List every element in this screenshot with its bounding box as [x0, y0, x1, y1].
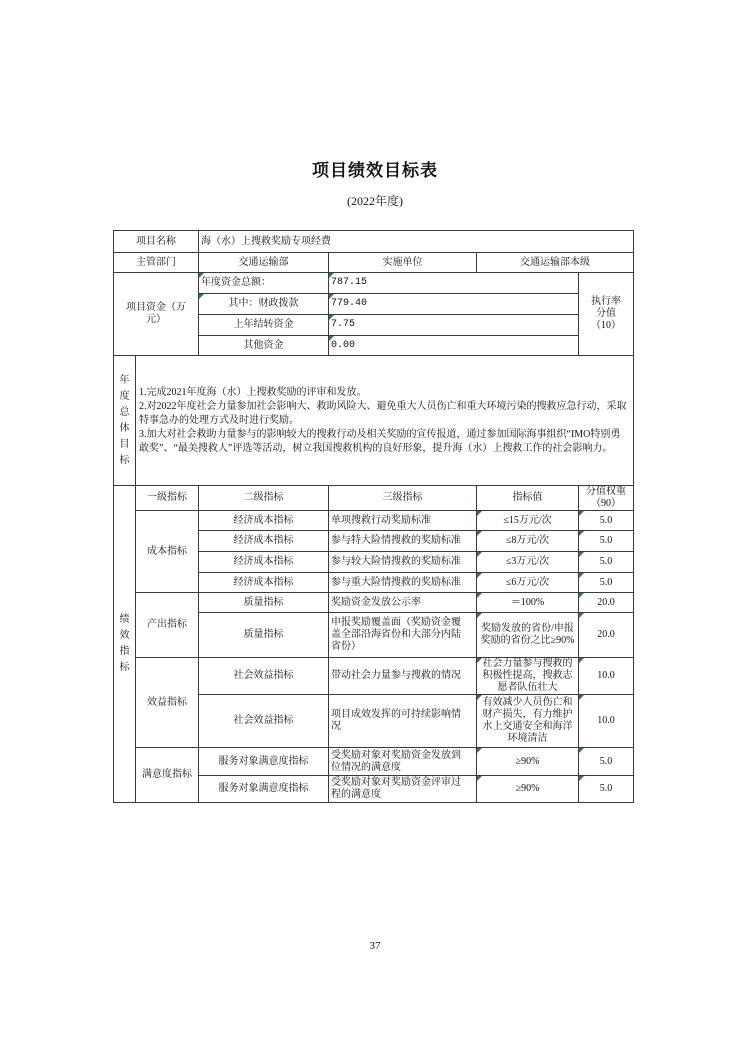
execution-rate-line: 分值 [596, 308, 616, 319]
execution-rate-score [579, 273, 634, 356]
annual-goals-content [136, 356, 634, 486]
fund-other-label: 其他资金 [199, 336, 329, 356]
project-name-value: 海（水）上搜救奖励专项经费 [199, 231, 634, 253]
fund-other-value: 0.00 [329, 336, 579, 356]
fund-total-value: 787.15 [329, 273, 579, 294]
level2-cell: 经济成本指标 [199, 531, 329, 552]
annual-goals-label: 年度总体目标 [114, 356, 136, 486]
value-cell: 奖励发放的省份/申报奖励的省份之比≥90% [477, 613, 579, 658]
header-weight-label: 分值权重 [586, 486, 626, 497]
weight-cell: 5.0 [579, 776, 634, 803]
weight-cell: 5.0 [579, 552, 634, 573]
value-cell: ≤3万元/次 [477, 552, 579, 573]
annual-goals-row [114, 356, 634, 486]
header-weight [579, 486, 634, 511]
weight-cell: 5.0 [579, 573, 634, 593]
table-row [114, 593, 634, 613]
table-row [114, 748, 634, 776]
page-number: 37 [369, 940, 381, 952]
weight-cell: 10.0 [579, 658, 634, 695]
weight-cell: 20.0 [579, 593, 634, 613]
implementer-label: 实施单位 [329, 253, 477, 273]
weight-cell: 5.0 [579, 748, 634, 776]
level3-cell: 带动社会力量参与搜救的情况 [329, 658, 477, 695]
level2-cell: 经济成本指标 [199, 573, 329, 593]
indicators-section-label: 绩效指标 [114, 486, 136, 803]
document-subtitle: (2022年度) [347, 194, 403, 208]
goal-item: 1.完成2021年度海（水）上搜救奖励的评审和发放。 [139, 386, 367, 398]
indicator-header-row [114, 486, 634, 511]
level3-cell: 受奖励对象对奖励资金评审过程的满意度 [329, 776, 477, 803]
level3-cell: 受奖励对象对奖励资金发放到位情况的满意度 [329, 748, 477, 776]
group-benefit: 效益指标 [136, 658, 199, 748]
group-output: 产出指标 [136, 593, 199, 658]
table-row [114, 511, 634, 531]
level2-cell: 社会效益指标 [199, 658, 329, 695]
value-cell: ≤15万元/次 [477, 511, 579, 531]
level2-cell: 质量指标 [199, 613, 329, 658]
header-level1: 一级指标 [136, 486, 199, 511]
fund-carryover-value: 7.75 [329, 315, 579, 336]
value-cell: 社会力量参与搜救的积极性提高，搜救志愿者队伍壮大 [477, 658, 579, 695]
execution-rate-line: （10） [591, 320, 621, 331]
weight-cell: 5.0 [579, 531, 634, 552]
fund-section-label: 项目资金（万元） [114, 273, 199, 356]
level3-cell: 单项搜救行动奖励标准 [329, 511, 477, 531]
department-label: 主管部门 [114, 253, 199, 273]
header-value: 指标值 [477, 486, 579, 511]
level2-cell: 经济成本指标 [199, 552, 329, 573]
header-level3: 三级指标 [329, 486, 477, 511]
level2-cell: 经济成本指标 [199, 511, 329, 531]
level3-cell: 参与较大险情搜救的奖励标准 [329, 552, 477, 573]
header-level2: 二级指标 [199, 486, 329, 511]
fund-carryover-label: 上年结转资金 [199, 315, 329, 336]
table-row [114, 658, 634, 695]
level2-cell: 服务对象满意度指标 [199, 776, 329, 803]
level3-cell: 奖励资金发放公示率 [329, 593, 477, 613]
value-cell: ≤6万元/次 [477, 573, 579, 593]
weight-cell: 5.0 [579, 511, 634, 531]
group-satisfaction: 满意度指标 [136, 748, 199, 803]
project-name-row [114, 231, 634, 253]
goal-item: 2.对2022年度社会力量参加社会影响大、救助风险大、避免重大人员伤亡和重大环境污染的搜救应急行动，采取特事急办的处理方式及时进行奖励。 [139, 400, 627, 426]
group-cost: 成本指标 [136, 511, 199, 593]
weight-cell: 10.0 [579, 695, 634, 748]
level3-cell: 参与特大险情搜救的奖励标准 [329, 531, 477, 552]
department-value: 交通运输部 [199, 253, 329, 273]
level2-cell: 质量指标 [199, 593, 329, 613]
execution-rate-line: 执行率 [591, 296, 621, 307]
fund-fiscal-label: 其中：财政拨款 [199, 294, 329, 315]
goal-item: 3.加大对社会救助力量参与的影响较大的搜救行动及相关奖励的宣传报道，通过参加国际海事组织“IMO特别勇敢奖”、“最美搜救人”评选等活动，树立我国搜救机构的良好形象，提升海（水）上搜救工作的社会影响力。 [139, 428, 621, 454]
value-cell: ≥90% [477, 776, 579, 803]
level2-cell: 社会效益指标 [199, 695, 329, 748]
value-cell: ≥90% [477, 748, 579, 776]
document-title: 项目绩效目标表 [312, 161, 438, 181]
level3-cell: 参与重大险情搜救的奖励标准 [329, 573, 477, 593]
level3-cell: 项目成效发挥的可持续影响情况 [329, 695, 477, 748]
fund-total-label: 年度资金总额： [199, 273, 329, 294]
value-cell: 有效减少人员伤亡和财产损失，有力维护水上交通安全和海洋环境清洁 [477, 695, 579, 748]
value-cell: ≤8万元/次 [477, 531, 579, 552]
department-row [114, 253, 634, 273]
level2-cell: 服务对象满意度指标 [199, 748, 329, 776]
value-cell: ＝100% [477, 593, 579, 613]
implementer-value: 交通运输部本级 [477, 253, 634, 273]
level3-cell: 申报奖励覆盖面（奖励资金覆盖全部沿海省份和大部分内陆省份） [329, 613, 477, 658]
project-name-label: 项目名称 [114, 231, 199, 253]
weight-cell: 20.0 [579, 613, 634, 658]
fund-fiscal-value: 779.40 [329, 294, 579, 315]
header-weight-total: （90） [591, 498, 621, 509]
performance-target-table [113, 230, 634, 803]
fund-row [114, 273, 634, 294]
